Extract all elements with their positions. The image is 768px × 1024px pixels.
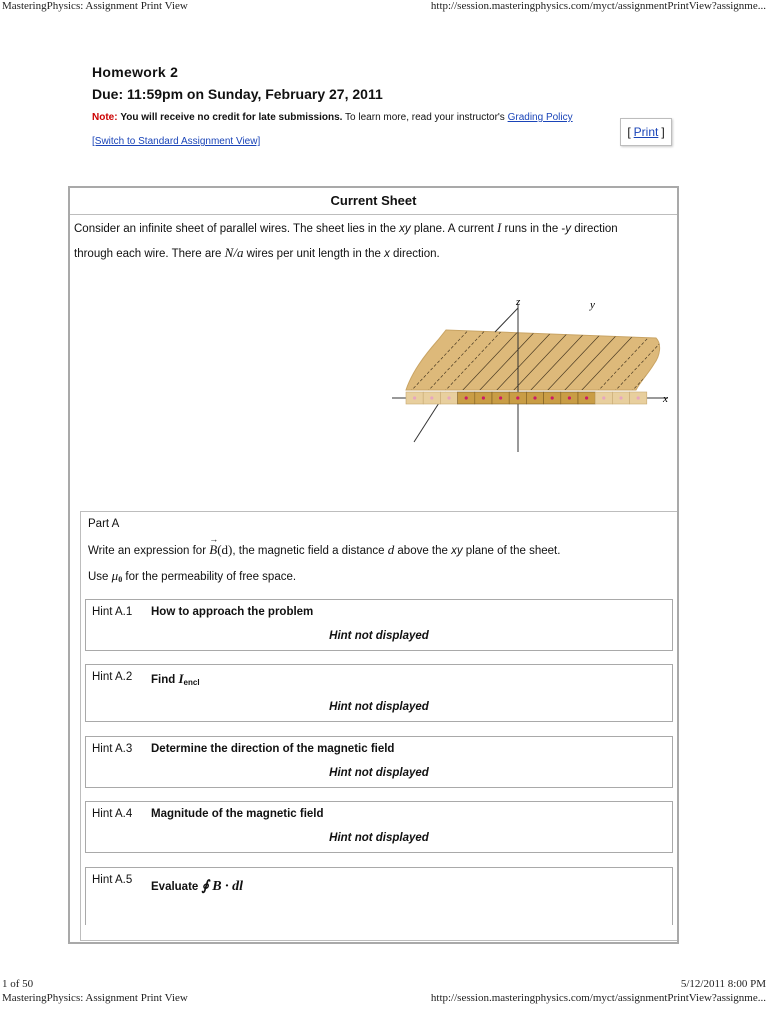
note-label: Note: [92, 112, 118, 123]
note-text: To learn more, read your instructor's [342, 112, 508, 123]
hint-status: Hint not displayed [329, 701, 429, 713]
use-text: Use [88, 571, 112, 583]
current-dot-icon [551, 396, 554, 399]
page-header-url: http://session.masteringphysics.com/myct/assignmentPrintView?assignme... [430, 0, 766, 12]
hint-a5[interactable] [85, 867, 673, 925]
statement-text: direction [571, 223, 618, 235]
print-link[interactable]: Print [633, 125, 659, 139]
y-axis-line [495, 308, 518, 332]
hint-title: Evaluate ∮ B · dl [151, 879, 244, 894]
statement-var-density: N/a [224, 245, 244, 260]
current-dot-icon [516, 396, 519, 399]
label-z: z [516, 296, 521, 308]
late-note [92, 112, 573, 123]
question-var-d: d [387, 542, 395, 557]
hint-a1[interactable] [85, 599, 673, 651]
statement-text: runs in the - [501, 223, 566, 235]
statement-var-xy: xy [399, 223, 411, 235]
statement-var-y: y [565, 223, 571, 235]
current-sheet-figure [378, 292, 673, 452]
page-count: 1 of 50 [2, 978, 34, 990]
part-a-question [88, 534, 561, 558]
hint-status: Hint not displayed [329, 767, 429, 779]
switch-view-link[interactable]: [Switch to Standard Assignment View] [92, 136, 261, 147]
current-dot-icon [465, 396, 468, 399]
wire-cells [406, 392, 647, 404]
grading-policy-link[interactable]: Grading Policy [507, 112, 573, 123]
statement-text: through each wire. There are [74, 248, 225, 260]
homework-due-date: Due: 11:59pm on Sunday, February 27, 2011 [92, 86, 383, 102]
statement-text: direction. [389, 248, 440, 260]
hint-id: Hint A.4 [92, 808, 133, 820]
current-dot-icon [619, 396, 622, 399]
problem-statement [74, 216, 672, 266]
print-bracket-close: ] [661, 125, 665, 139]
switch-view [92, 136, 260, 147]
field-vector-B: → B(d) [209, 534, 233, 557]
hint-a4[interactable] [85, 801, 673, 853]
statement-text: plane. A current [410, 223, 497, 235]
statement-text: wires per unit length in the [243, 248, 385, 260]
question-text: above the [394, 545, 452, 557]
note-bold-text: You will receive no credit for late submissions. [120, 112, 343, 123]
problem-panel [68, 186, 679, 944]
current-dot-icon [533, 396, 536, 399]
hint-id: Hint A.2 [92, 671, 133, 683]
statement-text: Consider an infinite sheet of parallel wires. The sheet lies in the [74, 223, 400, 235]
use-text: for the permeability of free space. [122, 571, 297, 583]
hint-a2[interactable] [85, 664, 673, 722]
hint-status: Hint not displayed [329, 630, 429, 642]
hint-title: Find $I_{encl}$ [151, 671, 200, 687]
current-dot-icon [447, 396, 450, 399]
problem-title: Current Sheet [70, 188, 677, 215]
question-var-xy: xy [451, 545, 463, 557]
homework-title: Homework 2 [92, 64, 179, 80]
current-dot-icon [602, 396, 605, 399]
footer-title: MasteringPhysics: Assignment Print View [2, 992, 188, 1004]
current-dot-icon [637, 396, 640, 399]
hint-title: How to approach the problem [151, 606, 314, 618]
label-y: y [590, 299, 595, 311]
hint-a3[interactable] [85, 736, 673, 788]
hint-title: Determine the direction of the magnetic field [151, 743, 395, 755]
current-dot-icon [430, 396, 433, 399]
current-dot-icon [585, 396, 588, 399]
hint-id: Hint A.3 [92, 743, 133, 755]
question-text: plane of the sheet. [462, 545, 561, 557]
hint-status: Hint not displayed [329, 832, 429, 844]
part-a [80, 511, 678, 941]
print-datetime: 5/12/2011 8:00 PM [680, 978, 766, 990]
hint-title: Magnitude of the magnetic field [151, 808, 324, 820]
question-text: Write an expression for [88, 545, 210, 557]
part-a-use-note [88, 568, 296, 584]
current-dot-icon [413, 396, 416, 399]
hint-id: Hint A.5 [92, 874, 133, 886]
hint-id: Hint A.1 [92, 606, 133, 618]
label-x: x [663, 393, 668, 405]
page-header-title: MasteringPhysics: Assignment Print View [2, 0, 188, 12]
statement-var-current: I [496, 220, 502, 235]
print-bracket-open: [ [627, 125, 631, 139]
current-dot-icon [482, 396, 485, 399]
sheet-surface [406, 330, 660, 390]
question-text: , the magnetic field a distance [232, 545, 388, 557]
mu-symbol: $\mu_0$ [111, 568, 123, 584]
statement-var-x: x [384, 248, 390, 260]
current-dot-icon [568, 396, 571, 399]
print-box [620, 118, 672, 146]
footer-url: http://session.masteringphysics.com/myct/assignmentPrintView?assignme... [430, 992, 766, 1004]
part-a-label: Part A [88, 518, 120, 530]
current-dot-icon [499, 396, 502, 399]
